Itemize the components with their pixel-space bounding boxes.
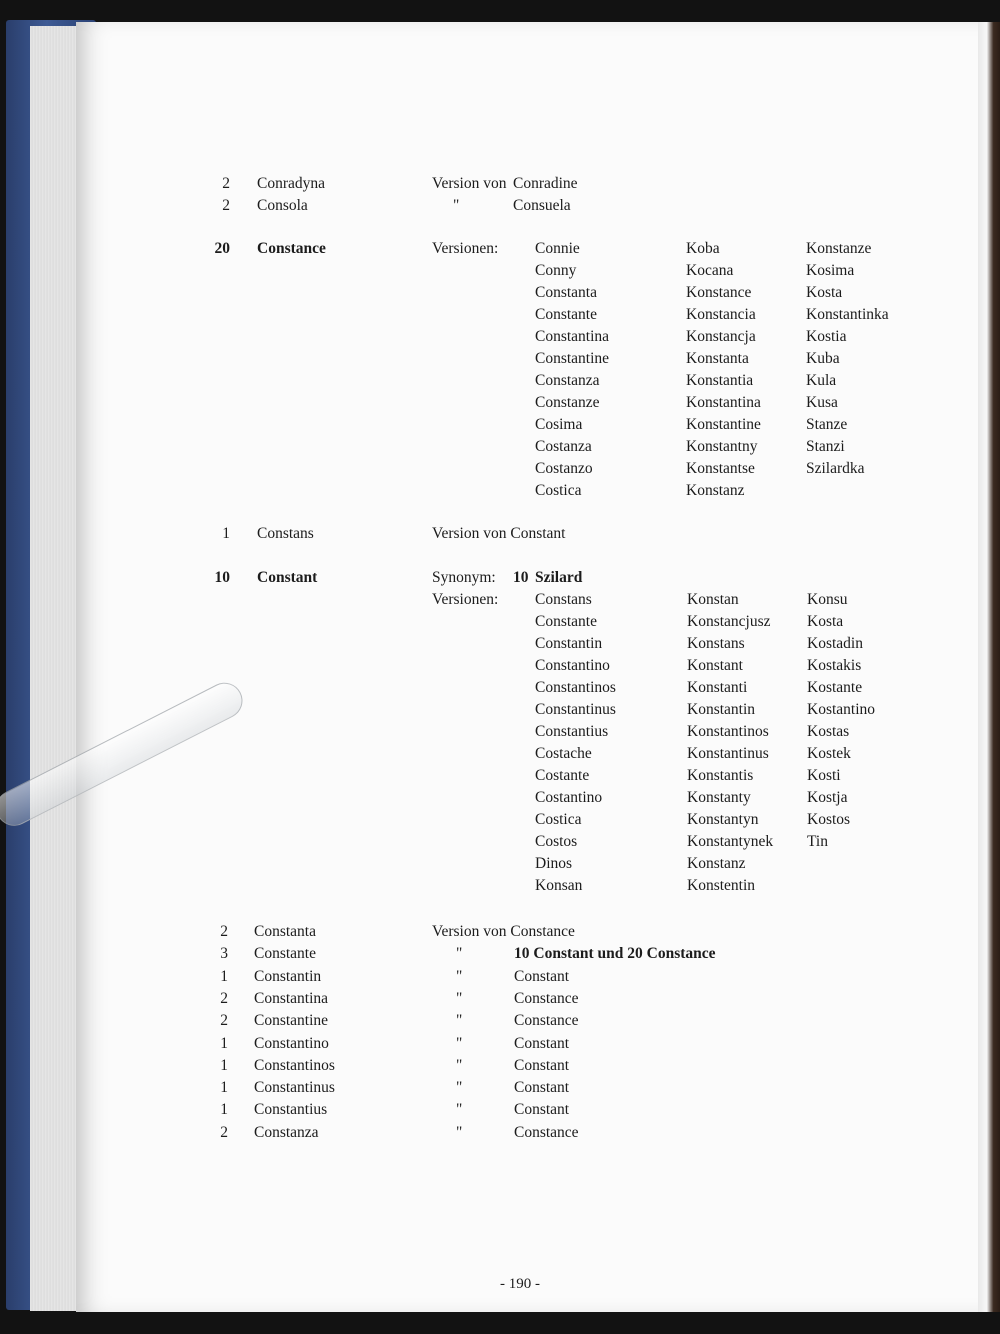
version-name: Costanza (535, 438, 592, 455)
version-name: Kosti (807, 767, 841, 784)
version-name: Konstantynek (687, 833, 774, 850)
version-name: Costica (535, 811, 582, 828)
entry-count: 2 (222, 197, 230, 214)
entry-target: Consuela (513, 197, 571, 214)
version-name: Kocana (686, 262, 734, 279)
ditto-mark: " (456, 945, 463, 963)
version-name: Kostja (807, 789, 848, 806)
version-name: Konstantinus (687, 745, 769, 762)
version-name: Costante (535, 767, 590, 784)
version-name: Konstancjusz (687, 613, 771, 630)
version-name: Konstantinos (687, 723, 769, 740)
entry-name: Constante (254, 945, 316, 963)
version-name: Kostia (806, 328, 847, 345)
version-name: Kusa (806, 394, 838, 411)
version-name: Tin (807, 833, 828, 850)
version-name: Konstancja (686, 328, 756, 345)
version-name: Kosta (807, 613, 844, 630)
entry-count: 2 (220, 1123, 228, 1141)
entry-target: Constant (514, 1079, 570, 1097)
entry-name: Constantinos (254, 1056, 335, 1074)
version-name: Konstanti (687, 679, 748, 696)
page-number: - 190 - (500, 1276, 540, 1292)
version-name: Konstentin (687, 877, 756, 894)
version-name: Dinos (535, 855, 573, 872)
entry-name: Constantino (254, 1034, 329, 1052)
entry-name: Constantin (254, 967, 322, 985)
version-name: Kostas (807, 723, 850, 740)
version-name: Constantina (535, 328, 610, 345)
entry-name: Consola (257, 197, 308, 214)
ditto-mark: " (456, 989, 463, 1007)
ditto-mark: " (456, 1123, 463, 1141)
version-name: Kostantino (807, 701, 876, 718)
version-name: Constantius (535, 723, 609, 740)
version-name: Constanza (535, 372, 600, 389)
version-name: Costanzo (535, 460, 593, 477)
version-name: Konstanz (687, 855, 746, 872)
version-name: Kostek (807, 745, 851, 762)
entry-count: 2 (220, 923, 228, 940)
entry-count: 2 (220, 989, 228, 1007)
version-name: Constanze (535, 394, 600, 411)
version-name: Kuba (806, 350, 840, 367)
entry-target: Constant (514, 1034, 570, 1052)
version-name: Konstantinka (806, 306, 889, 323)
version-name: Constantine (535, 350, 610, 367)
entry-target: Constance (514, 989, 579, 1007)
entry-description: Version von Constant (432, 525, 566, 542)
entry-count: 2 (220, 1012, 228, 1030)
synonym-name: Szilard (535, 569, 583, 586)
version-name: Koba (686, 240, 720, 257)
version-name: Konstance (686, 284, 752, 301)
entry-count: 10 (214, 569, 230, 586)
ditto-mark: " (453, 197, 460, 214)
entry-name: Conradyna (257, 175, 326, 192)
version-name: Szilardka (806, 460, 865, 477)
version-name: Konstans (687, 635, 745, 652)
entry-target: Conradine (513, 175, 578, 192)
version-name: Kostos (807, 811, 851, 828)
version-name: Stanzi (806, 438, 845, 455)
entry-name: Constance (257, 240, 326, 257)
synonym-count: 10 (513, 569, 529, 586)
entry-description: Version von (432, 175, 507, 192)
entry-count: 1 (220, 1101, 228, 1119)
entry-name: Constanza (254, 1123, 319, 1141)
entry-count: 2 (222, 175, 230, 192)
ditto-mark: " (456, 1079, 463, 1097)
entry-target: Constance (514, 1123, 579, 1141)
entry-description: Version von Constance (432, 923, 575, 940)
version-name: Konstant (687, 657, 743, 674)
version-name: Konstantny (686, 438, 758, 455)
version-name: Konstantia (686, 372, 754, 389)
entry-target: Constant (514, 1056, 570, 1074)
version-name: Costica (535, 482, 582, 499)
entry-count: 1 (220, 1079, 228, 1097)
version-name: Konstantyn (687, 811, 759, 828)
version-name: Constante (535, 613, 597, 630)
version-name: Connie (535, 240, 580, 257)
facing-page-edge (978, 22, 1000, 1312)
versions-label: Versionen: (432, 240, 499, 257)
version-name: Konstanty (687, 789, 751, 806)
version-name: Kosta (806, 284, 843, 301)
entry-count: 1 (220, 1034, 228, 1052)
ditto-mark: " (456, 1101, 463, 1119)
ditto-mark: " (456, 1012, 463, 1030)
entry-target: 10 Constant und 20 Constance (514, 945, 716, 963)
entry-count: 1 (220, 1056, 228, 1074)
version-name: Konstanz (686, 482, 745, 499)
version-name: Constans (535, 591, 592, 608)
entry-target: Constant (514, 1101, 570, 1119)
version-name: Konstantina (686, 394, 761, 411)
entry-name: Constantinus (254, 1079, 335, 1097)
entry-target: Constant (514, 967, 570, 985)
version-name: Konstantine (686, 416, 761, 433)
entry-name: Constans (257, 525, 314, 542)
version-name: Konstanta (686, 350, 749, 367)
entry-count: 3 (220, 945, 228, 963)
entry-name: Constant (257, 569, 318, 586)
version-name: Konstantis (687, 767, 754, 784)
version-name: Konsan (535, 877, 583, 894)
version-name: Konstantse (686, 460, 755, 477)
version-name: Costos (535, 833, 578, 850)
version-name: Costache (535, 745, 592, 762)
version-name: Konstancia (686, 306, 756, 323)
version-name: Constanta (535, 284, 597, 301)
version-name: Kosima (806, 262, 855, 279)
version-name: Konsu (807, 591, 848, 608)
version-name: Constantin (535, 635, 603, 652)
version-name: Stanze (806, 416, 848, 433)
entry-name: Constantius (254, 1101, 328, 1119)
entry-target: Constance (514, 1012, 579, 1030)
ditto-mark: " (456, 1034, 463, 1052)
entry-name: Constantine (254, 1012, 329, 1030)
ditto-mark: " (456, 1056, 463, 1074)
versions-label: Versionen: (432, 591, 499, 608)
entry-count: 20 (214, 240, 230, 257)
ditto-mark: " (456, 967, 463, 985)
version-name: Kostante (807, 679, 863, 696)
entry-count: 1 (222, 525, 230, 542)
entry-name: Constanta (254, 923, 316, 940)
version-name: Kula (806, 372, 837, 389)
version-name: Cosima (535, 416, 583, 433)
version-name: Konstantin (687, 701, 756, 718)
entry-count: 1 (220, 967, 228, 985)
version-name: Konstanze (806, 240, 872, 257)
version-name: Constantinos (535, 679, 616, 696)
version-name: Constantinus (535, 701, 616, 718)
synonym-label: Synonym: (432, 569, 496, 586)
version-name: Kostakis (807, 657, 862, 674)
version-name: Costantino (535, 789, 603, 806)
version-name: Conny (535, 262, 577, 279)
version-name: Constante (535, 306, 597, 323)
entry-name: Constantina (254, 989, 329, 1007)
version-name: Kostadin (807, 635, 863, 652)
version-name: Konstan (687, 591, 739, 608)
version-name: Constantino (535, 657, 610, 674)
